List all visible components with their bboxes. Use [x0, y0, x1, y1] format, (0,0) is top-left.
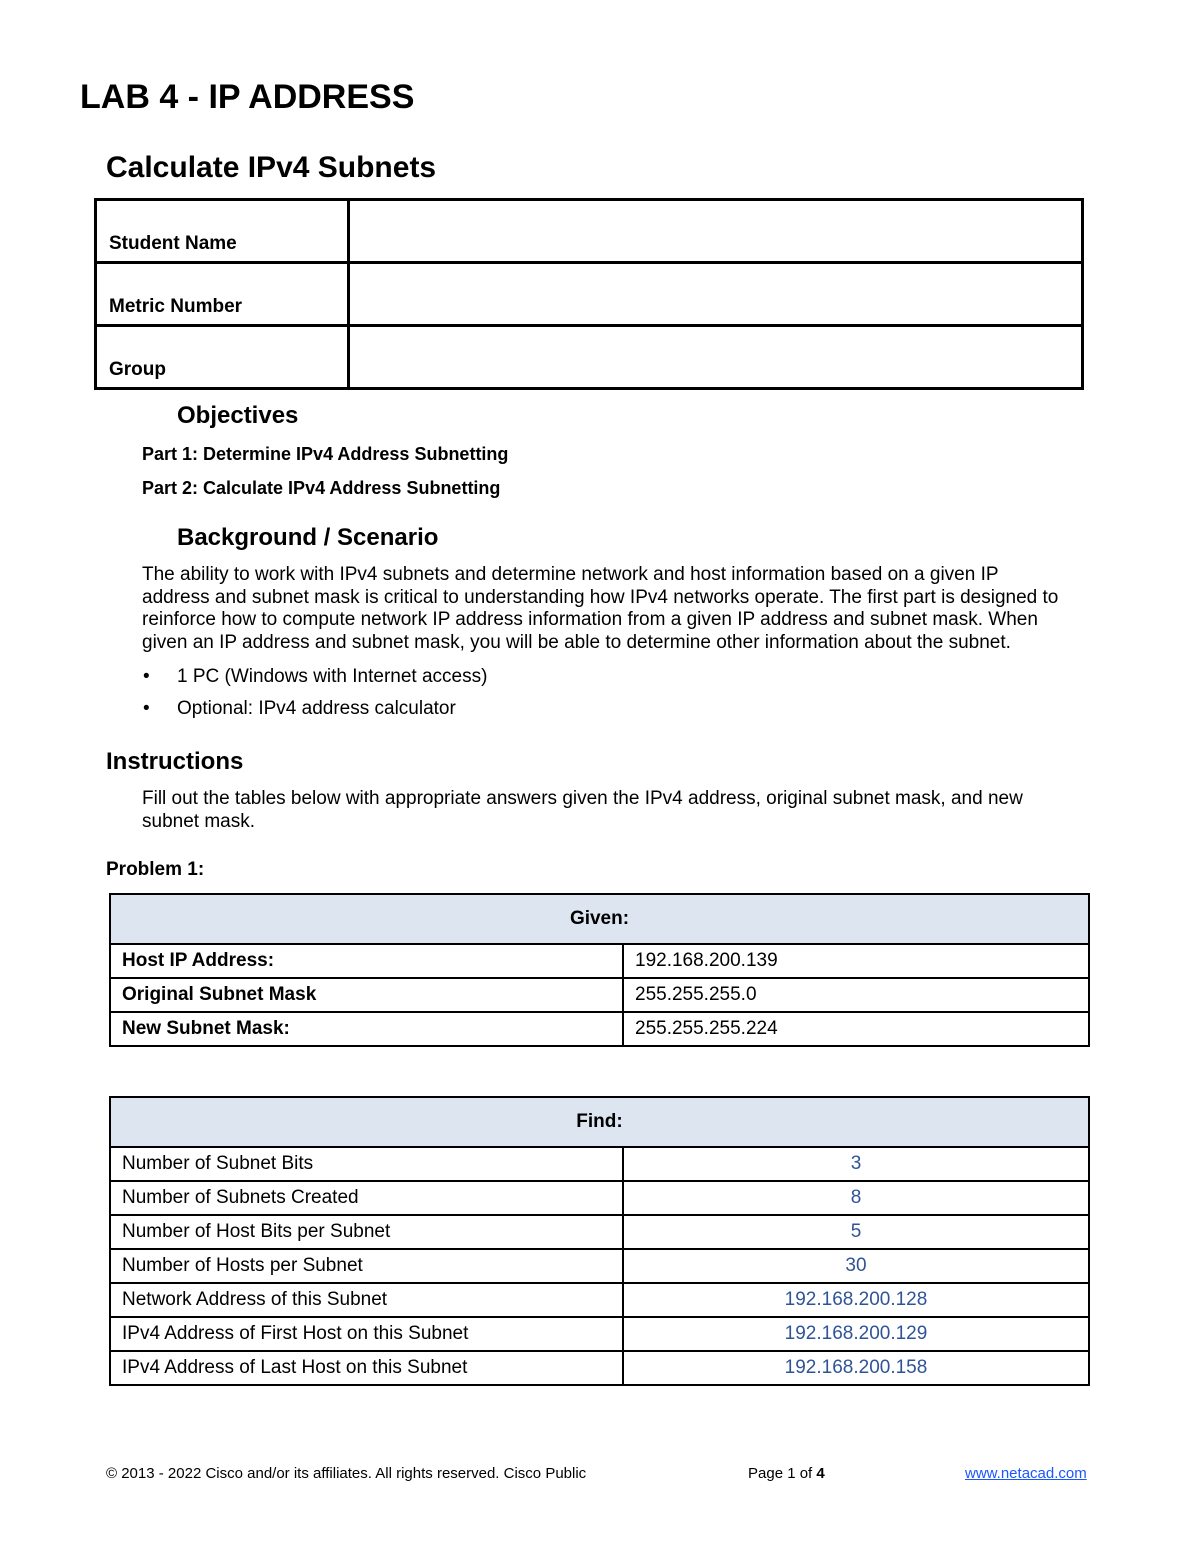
find-label: IPv4 Address of First Host on this Subnet	[110, 1317, 623, 1351]
answer-field[interactable]: 5	[623, 1215, 1089, 1249]
page-total: 4	[816, 1465, 825, 1482]
answer-field[interactable]: 8	[623, 1181, 1089, 1215]
list-item-text: Optional: IPv4 address calculator	[177, 698, 456, 719]
given-table	[109, 893, 1090, 1047]
find-header: Find:	[110, 1097, 1089, 1147]
table-row	[110, 944, 1089, 978]
list-item	[143, 698, 456, 720]
table-header-row	[110, 1097, 1089, 1147]
student-name-label: Student Name	[96, 200, 349, 263]
metric-number-label: Metric Number	[96, 263, 349, 326]
host-ip-label: Host IP Address:	[110, 944, 623, 978]
list-item	[143, 666, 488, 688]
footer-copyright: © 2013 - 2022 Cisco and/or its affiliates. All rights reserved. Cisco Public	[106, 1465, 587, 1482]
bullet-icon: •	[143, 698, 150, 719]
paragraph-line: Fill out the tables below with appropriate answers given the IPv4 address, original subnet mask, and new	[142, 788, 1023, 809]
paragraph-line: given an IP address and subnet mask, you will be able to determine other information about the subnet.	[142, 631, 1011, 653]
paragraph-line: address and subnet mask is critical to understanding how IPv4 networks operate. The first part is designed to	[142, 586, 1059, 608]
objective-part-2: Part 2: Calculate IPv4 Address Subnetting	[142, 478, 501, 498]
table-header-row	[110, 894, 1089, 944]
page-of: of	[795, 1465, 817, 1482]
answer-field[interactable]: 30	[623, 1249, 1089, 1283]
table-row	[96, 263, 1083, 326]
original-mask-value: 255.255.255.0	[623, 978, 1089, 1012]
new-mask-value: 255.255.255.224	[623, 1012, 1089, 1046]
table-row	[110, 1283, 1089, 1317]
student-info-table	[94, 198, 1084, 390]
bullet-icon: •	[143, 666, 150, 687]
group-label: Group	[96, 326, 349, 389]
page-title: Calculate IPv4 Subnets	[106, 151, 437, 184]
original-mask-label: Original Subnet Mask	[110, 978, 623, 1012]
paragraph-line: The ability to work with IPv4 subnets and determine network and host information based on a given IP	[142, 564, 999, 585]
find-label: Network Address of this Subnet	[110, 1283, 623, 1317]
answer-field[interactable]: 192.168.200.129	[623, 1317, 1089, 1351]
table-row	[110, 1215, 1089, 1249]
find-label: IPv4 Address of Last Host on this Subnet	[110, 1351, 623, 1385]
paragraph-line: subnet mask.	[142, 810, 255, 832]
table-row	[110, 1249, 1089, 1283]
table-row	[110, 1147, 1089, 1181]
table-row	[110, 1317, 1089, 1351]
host-ip-value: 192.168.200.139	[623, 944, 1089, 978]
problem-1-label: Problem 1:	[106, 859, 205, 880]
answer-field[interactable]: 192.168.200.128	[623, 1283, 1089, 1317]
netacad-link[interactable]: www.netacad.com	[965, 1465, 1087, 1482]
objective-part-1: Part 1: Determine IPv4 Address Subnetting	[142, 444, 509, 464]
new-mask-label: New Subnet Mask:	[110, 1012, 623, 1046]
background-paragraph	[142, 564, 1092, 654]
page-prefix: Page	[748, 1465, 788, 1482]
answer-field[interactable]: 3	[623, 1147, 1089, 1181]
page-current: 1	[787, 1465, 796, 1482]
given-header: Given:	[110, 894, 1089, 944]
find-label: Number of Host Bits per Subnet	[110, 1215, 623, 1249]
table-row	[96, 200, 1083, 263]
paragraph-line: reinforce how to compute network IP address information from a given IP address and subnet mask. When	[142, 609, 1038, 630]
find-label: Number of Hosts per Subnet	[110, 1249, 623, 1283]
find-label: Number of Subnet Bits	[110, 1147, 623, 1181]
metric-number-field[interactable]	[349, 263, 1083, 326]
table-row	[96, 326, 1083, 389]
table-row	[110, 978, 1089, 1012]
group-field[interactable]	[349, 326, 1083, 389]
table-row	[110, 1012, 1089, 1046]
lab-title: LAB 4 - IP ADDRESS	[80, 78, 415, 116]
find-table	[109, 1096, 1090, 1386]
student-name-field[interactable]	[349, 200, 1083, 263]
table-row	[110, 1181, 1089, 1215]
list-item-text: 1 PC (Windows with Internet access)	[177, 666, 488, 687]
objectives-heading: Objectives	[177, 402, 299, 429]
find-label: Number of Subnets Created	[110, 1181, 623, 1215]
instructions-heading: Instructions	[106, 748, 244, 775]
background-heading: Background / Scenario	[177, 524, 439, 551]
answer-field[interactable]: 192.168.200.158	[623, 1351, 1089, 1385]
table-row	[110, 1351, 1089, 1385]
instructions-paragraph	[142, 788, 1072, 833]
footer-page-number	[748, 1465, 825, 1482]
